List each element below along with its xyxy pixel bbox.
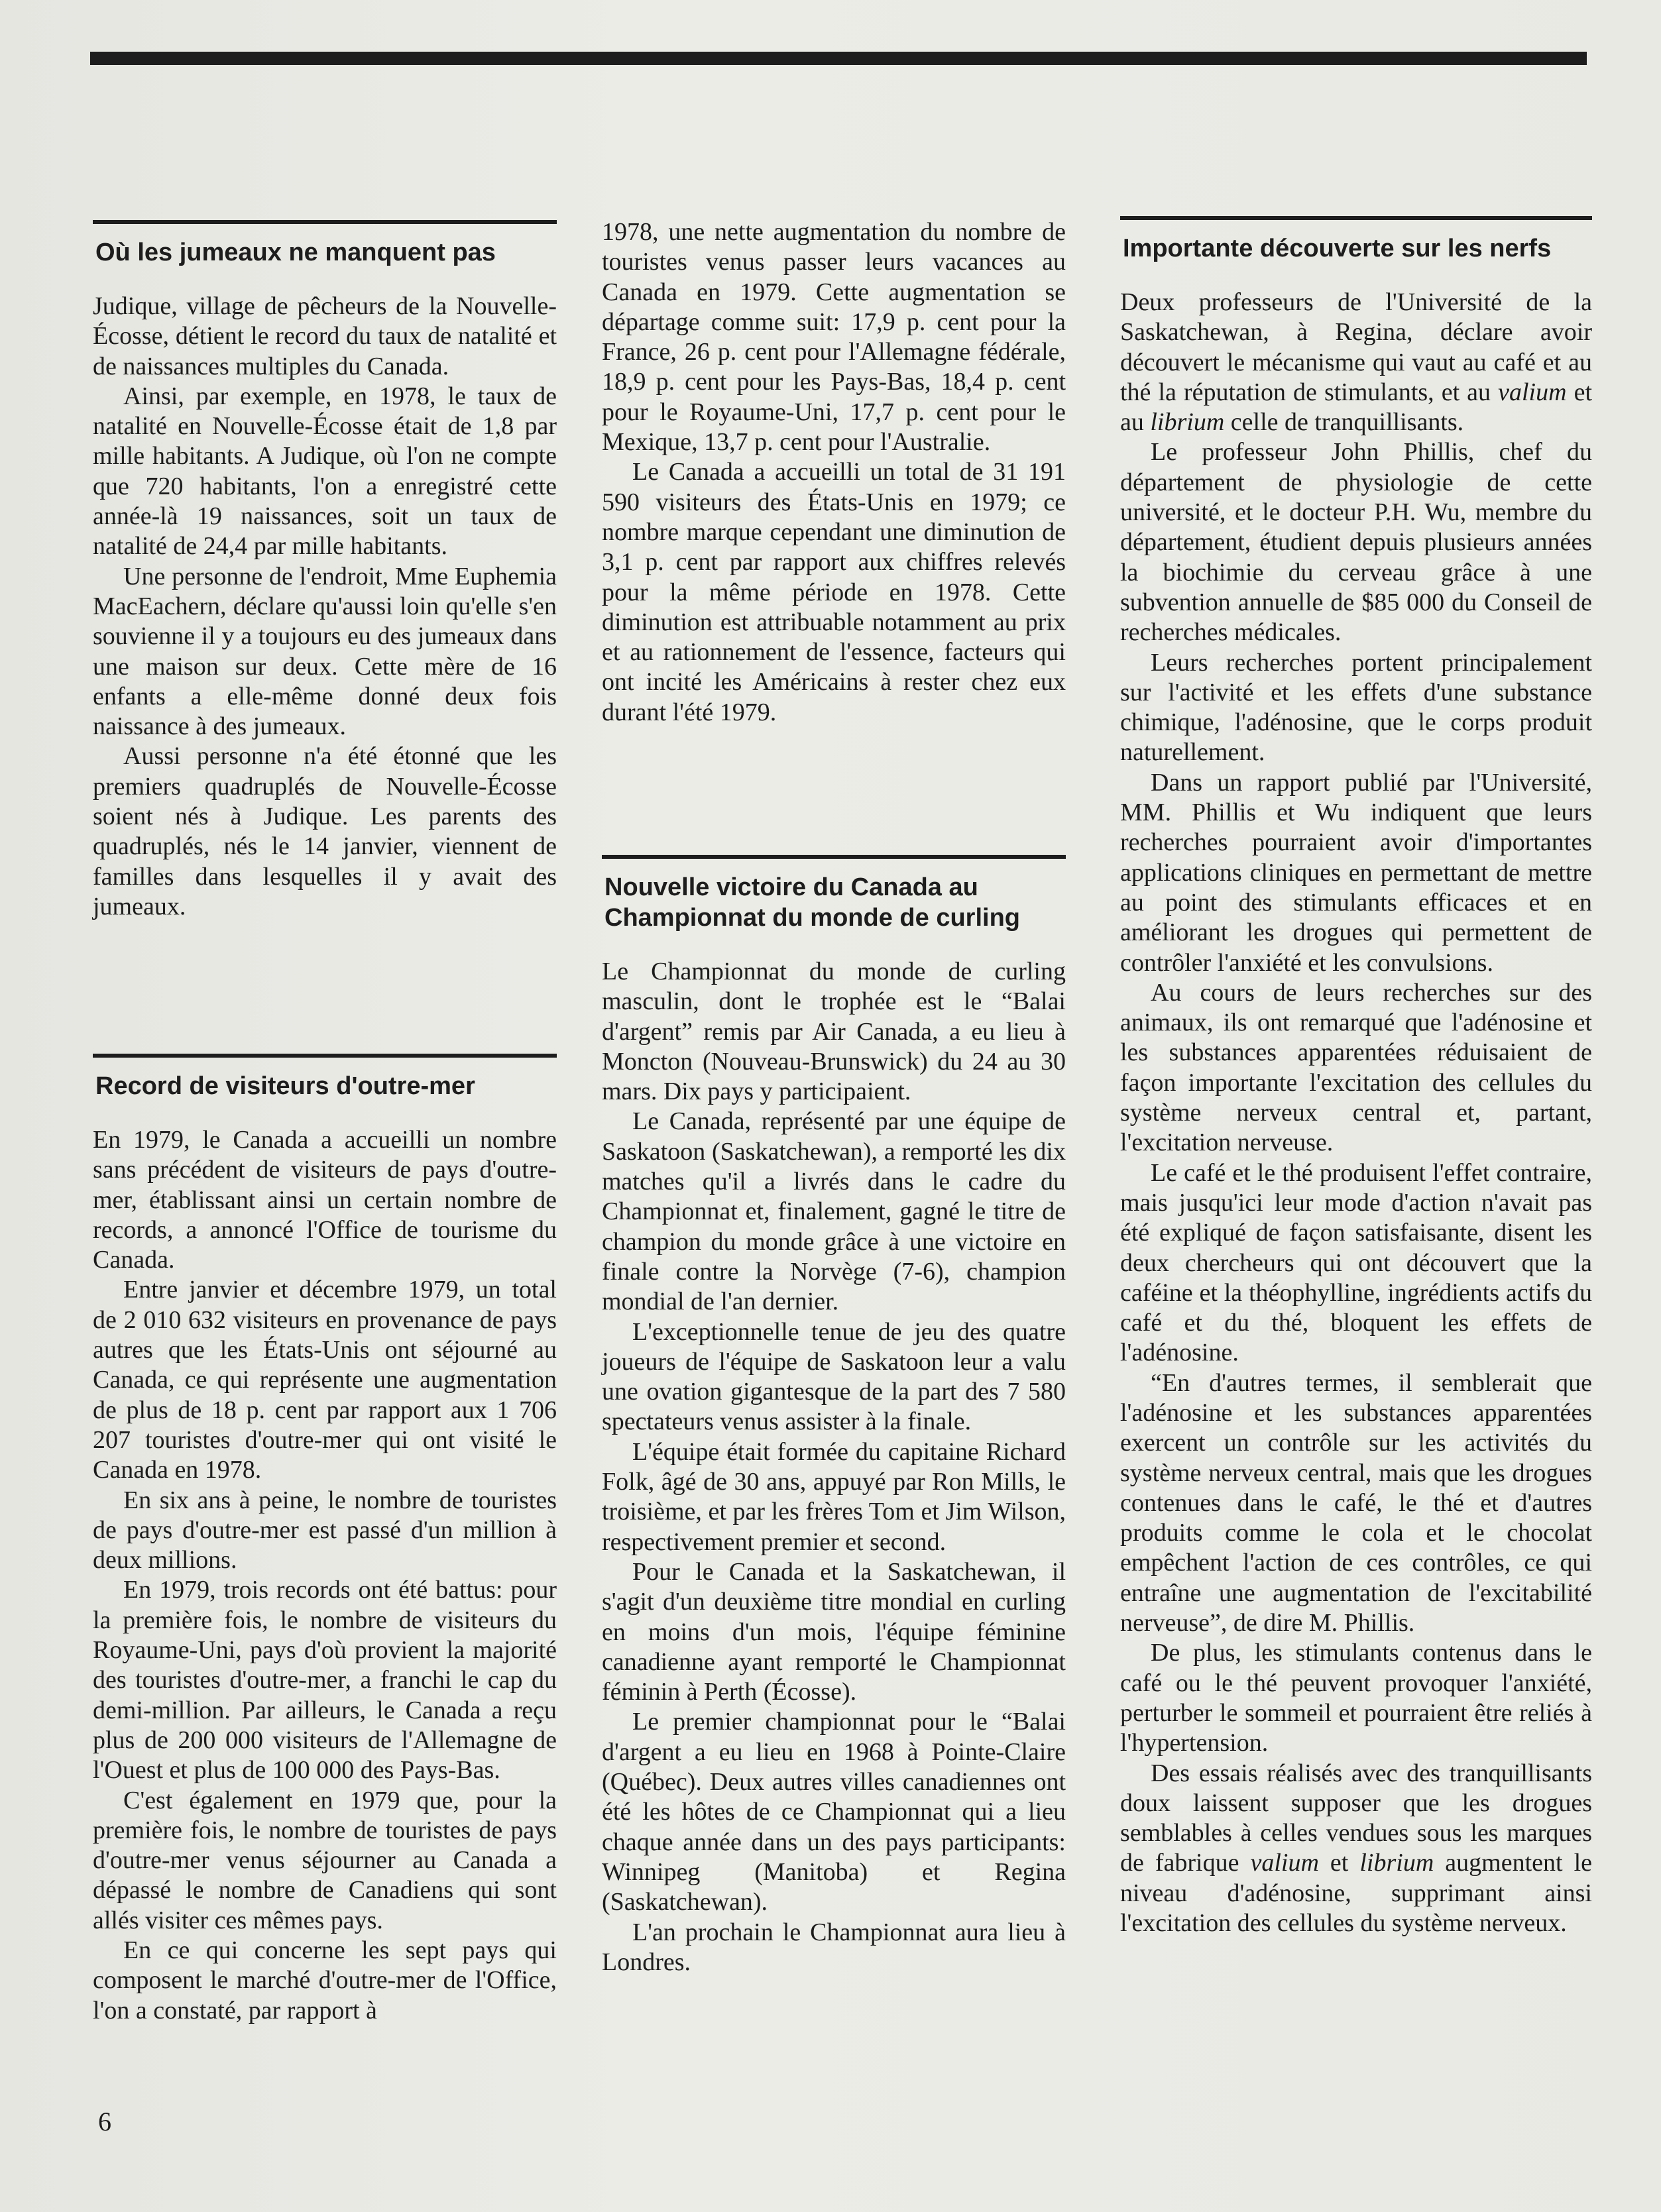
paragraph: Le Championnat du monde de curling masculin, dont le trophée est le “Balai d'argent” remis par Air Canada, a eu lieu à Moncton (Nouveau-Brunswick) du 24 au 30 mars. Dix pays y participaient. xyxy=(602,958,1066,1106)
text-run: et xyxy=(1318,1849,1360,1877)
article-visiteurs xyxy=(93,1054,557,2026)
article-visiteurs-continued xyxy=(602,217,1066,728)
paragraph: Entre janvier et décembre 1979, un total de 2 010 632 visiteurs en provenance de pays autres que les États-Unis ont séjourné au Canada, ce qui représente une augmentation de plus de 18 p. cent par rapport aux 1 706 207 touristes d'outre-mer qui ont visité le Canada en 1978. xyxy=(93,1276,557,1484)
brand-name: librium xyxy=(1150,408,1225,437)
article-title: Record de visiteurs d'outre-mer xyxy=(95,1072,475,1100)
paragraph: C'est également en 1979 que, pour la première fois, le nombre de touristes de pays d'outre-mer venus séjourner au Canada a dépassé le nombre de Canadiens qui sont allés visiter ces mêmes pays. xyxy=(93,1786,557,1934)
paragraph xyxy=(1120,1759,1592,1939)
text-run: celle de tranquillisants. xyxy=(1224,408,1464,437)
paragraph: De plus, les stimulants contenus dans le café ou le thé peuvent provoquer l'anxiété, perturber le sommeil et pourraient être reliés à l'hypertension. xyxy=(1120,1639,1592,1757)
paragraph: En six ans à peine, le nombre de touristes de pays d'outre-mer est passé d'un million à deux millions. xyxy=(93,1486,557,1575)
article-curling xyxy=(602,855,1066,1977)
paragraph: Le Canada a accueilli un total de 31 191 590 visiteurs des États-Unis en 1979; ce nombre marque cependant une diminution de 3,1 p. cent par rapport aux chiffres relevés pour la même période en 1978. Cette diminution est attribuable notamment au prix et au rationnement de l'essence, facteurs qui ont incité les Américains à rester chez eux durant l'été 1979. xyxy=(602,458,1066,726)
top-rule xyxy=(90,52,1587,65)
paragraph: Le café et le thé produisent l'effet contraire, mais jusqu'ici leur mode d'action n'avait pas été expliqué de façon satisfaisante, disent les deux chercheurs qui ont découvert que la caféine et la théophylline, ingrédients actifs du café et du thé, bloquent les effets de l'adénosine. xyxy=(1120,1158,1592,1367)
brand-name: valium xyxy=(1498,378,1567,406)
article-nerfs xyxy=(1120,216,1592,1938)
page-number: 6 xyxy=(98,2107,111,2136)
paragraph: En ce qui concerne les sept pays qui composent le marché d'outre-mer de l'Office, l'on a constaté, par rapport à xyxy=(93,1936,557,2024)
paragraph xyxy=(1120,288,1592,437)
paragraph: Pour le Canada et la Saskatchewan, il s'agit d'un deuxième titre mondial en curling en moins d'un mois, l'équipe féminine canadienne ayant remporté le Championnat féminin à Perth (Écosse). xyxy=(602,1557,1066,1706)
brand-name: librium xyxy=(1359,1849,1434,1877)
paragraph: L'équipe était formée du capitaine Richard Folk, âgé de 30 ans, appuyé par Ron Mills, le troisième, et par les frères Tom et Jim Wilson, respectivement premier et second. xyxy=(602,1437,1066,1556)
paragraph: Au cours de leurs recherches sur des animaux, ils ont remarqué que l'adénosine et les substances apparentées réduisaient de façon importante l'excitation des cellules du système nerveux central et, partant, l'excitation nerveuse. xyxy=(1120,978,1592,1157)
text-run: Deux professeurs de l'Université de la Saskatchewan, à Regina, déclare avoir découvert le mécanisme qui vaut au café et au thé la réputation de stimulants, et au xyxy=(1120,288,1592,406)
paragraph: Aussi personne n'a été étonné que les premiers quadruplés de Nouvelle-Écosse soient nés à Judique. Les parents des quadruplés, nés le 14 janvier, viennent de familles dans lesquelles il y avait des jumeaux. xyxy=(93,742,557,920)
paragraph: Dans un rapport publié par l'Université, MM. Phillis et Wu indiquent que leurs recherches pourraient avoir d'importantes applications cliniques en permettant de mettre au point des stimulants efficaces et en améliorant les drogues qui permettent de contrôler l'anxiété et les convulsions. xyxy=(1120,768,1592,977)
text-run: et au xyxy=(1120,378,1592,437)
article-body xyxy=(93,292,557,922)
paragraph: “En d'autres termes, il semblerait que l'adénosine et les substances apparentées exercent un contrôle sur les activités du système nerveux central, mais que les drogues contenues dans le café, le thé et d'autres produits comme le cola et le chocolat empêchent l'action de ces contrôles, ce qui entraîne une augmentation de l'excitabilité nerveuse”, de dire M. Phillis. xyxy=(1120,1368,1592,1637)
paragraph: Ainsi, par exemple, en 1978, le taux de natalité en Nouvelle-Écosse était de 1,8 par mille habitants. A Judique, où l'on ne compte que 720 habitants, l'on a enregistré cette année-là 19 naissances, soit un taux de natalité de 24,4 par mille habitants. xyxy=(93,382,557,561)
brand-name: valium xyxy=(1250,1849,1319,1877)
paragraph: Le professeur John Phillis, chef du département de physiologie de cette université, et le docteur P.H. Wu, membre du département, étudient depuis plusieurs années la biochimie du cerveau grâce à une subvention annuelle de $85 000 du Conseil de recherches médicales. xyxy=(1120,438,1592,647)
paragraph: En 1979, le Canada a accueilli un nombre sans précédent de visiteurs de pays d'outre-mer, établissant ainsi un certain nombre de records, a annoncé l'Office de tourisme du Canada. xyxy=(93,1126,557,1274)
paragraph: L'an prochain le Championnat aura lieu à Londres. xyxy=(602,1918,1066,1976)
paragraph: Le premier championnat pour le “Balai d'argent a eu lieu en 1968 à Pointe-Claire (Québec). Deux autres villes canadiennes ont été les hôtes de ce Championnat qui a lieu chaque année dans un des pays participants: Winnipeg (Manitoba) et Regina (Saskatchewan). xyxy=(602,1708,1066,1916)
article-body xyxy=(93,1125,557,2026)
article-jumeaux xyxy=(93,220,557,922)
text-run: Des essais réalisés avec des tranquillisants doux laissent supposer que les drogues semblables à celles vendues sous les marques de fabrique xyxy=(1120,1759,1592,1877)
article-body xyxy=(602,957,1066,1977)
article-body xyxy=(1120,288,1592,1938)
paragraph: Leurs recherches portent principalement sur l'activité et les effets d'une substance chimique, l'adénosine, que le corps produit naturellement. xyxy=(1120,648,1592,767)
text-run: augmentent le niveau d'adénosine, supprimant ainsi l'excitation des cellules du système nerveux. xyxy=(1120,1849,1592,1938)
paragraph: L'exceptionnelle tenue de jeu des quatre joueurs de l'équipe de Saskatoon leur a valu une ovation gigantesque de la part des 7 580 spectateurs venus assister à la finale. xyxy=(602,1317,1066,1436)
paragraph: Judique, village de pêcheurs de la Nouvelle-Écosse, détient le record du taux de natalité et de naissances multiples du Canada. xyxy=(93,292,557,380)
paragraph: En 1979, trois records ont été battus: pour la première fois, le nombre de visiteurs du Royaume-Uni, pays d'où provient la majorité des touristes d'outre-mer, a franchi le cap du demi-million. Par ailleurs, le Canada a reçu plus de 200 000 visiteurs de l'Allemagne de l'Ouest et plus de 100 000 des Pays-Bas. xyxy=(93,1576,557,1785)
article-title: Importante découverte sur les nerfs xyxy=(1123,235,1552,262)
article-title: Où les jumeaux ne manquent pas xyxy=(95,239,496,266)
paragraph: Une personne de l'endroit, Mme Euphemia MacEachern, déclare qu'aussi loin qu'elle s'en souvienne il y a toujours eu des jumeaux dans une maison sur deux. Cette mère de 16 enfants a elle-même donné deux fois naissance à des jumeaux. xyxy=(93,562,557,741)
article-title: Nouvelle victoire du Canada au Championnat du monde de curling xyxy=(604,873,1020,932)
paragraph: 1978, une nette augmentation du nombre de touristes venus passer leurs vacances au Canada en 1979. Cette augmentation se départage comme suit: 17,9 p. cent pour la France, 26 p. cent pour l'Allemagne fédérale, 18,9 p. cent pour les Pays-Bas, 18,4 p. cent pour le Royaume-Uni, 17,7 p. cent pour le Mexique, 13,7 p. cent pour l'Australie. xyxy=(602,218,1066,457)
paragraph: Le Canada, représenté par une équipe de Saskatoon (Saskatchewan), a remporté les dix matches qu'il a livrés dans le cadre du Championnat et, finalement, gagné le titre de champion du monde grâce à une victoire en finale contre la Norvège (7-6), champion mondial de l'an dernier. xyxy=(602,1107,1066,1316)
